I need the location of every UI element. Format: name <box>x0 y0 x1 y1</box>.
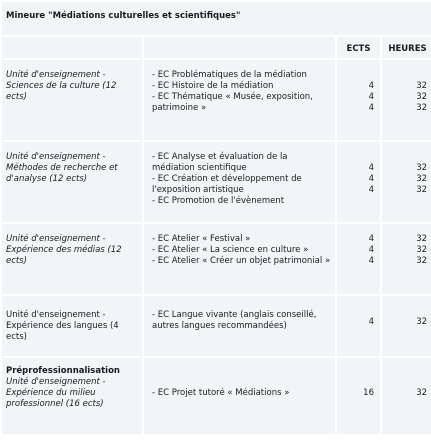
unit-cell <box>2 296 142 356</box>
header-heures: HEURES <box>382 37 431 58</box>
heures-value: 32 <box>416 256 428 266</box>
ec-item: - EC Promotion de l'évènement <box>152 196 285 206</box>
heures-cell <box>382 60 431 140</box>
ec-cell <box>144 296 335 356</box>
unit-prefix: Préprofessionnalisation <box>6 366 120 376</box>
header-ects: ECTS <box>337 37 380 58</box>
unit-label: Unité d'enseignement - Sciences de la culture (12 ects) <box>6 70 117 102</box>
ec-item: - EC Analyse et évaluation de la médiation scientifique <box>152 152 288 173</box>
heures-cell <box>382 142 431 222</box>
ects-cell <box>337 142 380 222</box>
ec-cell <box>144 142 335 222</box>
table-row <box>2 142 431 222</box>
heures-value: 32 <box>416 174 428 184</box>
heures-value: 32 <box>416 81 428 91</box>
ects-value: 4 <box>368 317 374 327</box>
ects-value: 4 <box>368 234 374 244</box>
heures-cell <box>382 296 431 356</box>
heures-value: 32 <box>416 163 428 173</box>
ec-item: - EC Création et développement de l'exposition artistique <box>152 174 302 195</box>
ects-cell <box>337 60 380 140</box>
ects-value: 4 <box>368 256 374 266</box>
unit-cell <box>2 224 142 294</box>
ec-item: - EC Histoire de la médiation <box>152 81 274 91</box>
table-row <box>2 358 431 434</box>
ects-cell <box>337 358 380 434</box>
heures-value: 32 <box>416 92 428 102</box>
table-row <box>2 224 431 294</box>
ects-value: 4 <box>368 245 374 255</box>
table-title: Mineure "Médiations culturelles et scientifiques" <box>2 2 431 35</box>
ects-value: 16 <box>363 388 374 398</box>
ec-item: - EC Atelier « Festival » <box>152 234 251 244</box>
ects-value: 4 <box>368 81 374 91</box>
ects-cell <box>337 296 380 356</box>
unit-label: Unité d'enseignement - Expérience des langues (4 ects) <box>6 310 119 342</box>
heures-value: 32 <box>416 234 428 244</box>
table-row <box>2 296 431 356</box>
ec-cell <box>144 60 335 140</box>
ects-value: 4 <box>368 163 374 173</box>
ects-value: 4 <box>368 103 374 113</box>
unit-cell <box>2 60 142 140</box>
heures-value: 32 <box>416 317 428 327</box>
ec-item: - EC Langue vivante (anglais conseillé, autres langues recommandées) <box>152 310 317 331</box>
table-row <box>2 60 431 140</box>
heures-cell <box>382 224 431 294</box>
ec-item: - EC Atelier « Créer un objet patrimonial » <box>152 256 331 266</box>
heures-value: 32 <box>416 245 428 255</box>
unit-label: Unité d'enseignement - Méthodes de recherche et d'analyse (12 ects) <box>6 152 118 184</box>
heures-cell <box>382 358 431 434</box>
ects-cell <box>337 224 380 294</box>
ec-item: - EC Thématique « Musée, exposition, patrimoine » <box>152 92 313 113</box>
header-blank-2 <box>144 37 335 58</box>
unit-label: Unité d'enseignement - Expérience des médias (12 ects) <box>6 234 122 266</box>
heures-value: 32 <box>416 388 428 398</box>
ec-cell <box>144 358 335 434</box>
heures-value: 32 <box>416 103 428 113</box>
ects-value: 4 <box>368 185 374 195</box>
unit-label: Unité d'enseignement - Expérience du milieu professionnel (16 ects) <box>6 377 106 409</box>
ec-cell <box>144 224 335 294</box>
header-blank-1 <box>2 37 142 58</box>
heures-value: 32 <box>416 185 428 195</box>
ects-value: 4 <box>368 92 374 102</box>
unit-cell <box>2 358 142 434</box>
ec-item: - EC Projet tutoré « Médiations » <box>152 388 290 398</box>
ects-value: 4 <box>368 174 374 184</box>
ec-item: - EC Problématiques de la médiation <box>152 70 307 80</box>
unit-cell <box>2 142 142 222</box>
ec-item: - EC Atelier « La science en culture » <box>152 245 309 255</box>
